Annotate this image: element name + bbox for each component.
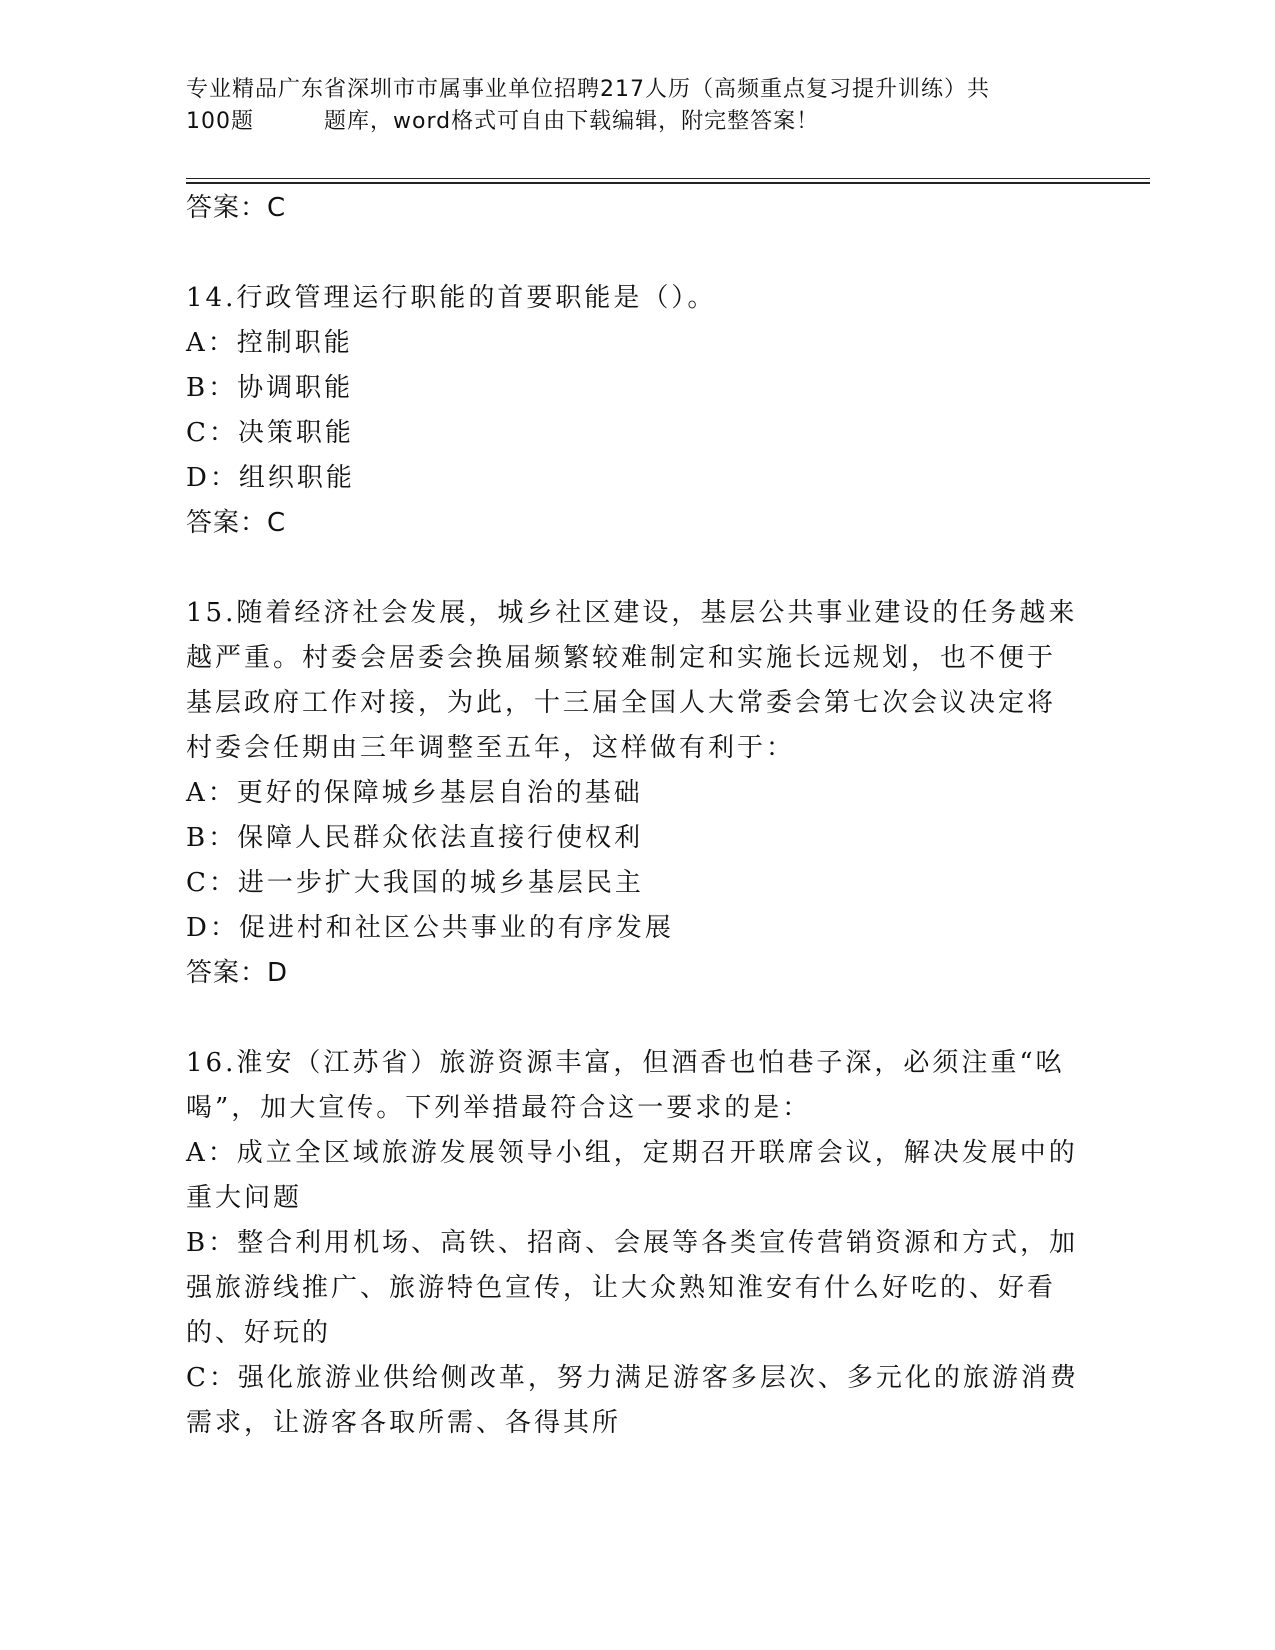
answer-q15: 答案：D xyxy=(186,958,289,988)
page-header xyxy=(186,74,1086,138)
question-14-option-b: B：协调职能 xyxy=(186,373,354,403)
spacer xyxy=(186,546,1086,591)
header-question-count: 100题 xyxy=(186,109,254,134)
spacer xyxy=(186,231,1086,276)
question-15-option-c: C：进一步扩大我国的城乡基层民主 xyxy=(186,868,644,898)
question-16-option-b-line-3: 的、好玩的 xyxy=(186,1318,332,1348)
question-14-option-d: D：组织职能 xyxy=(186,463,355,493)
question-14-stem: 14.行政管理运行职能的首要职能是（）。 xyxy=(186,283,717,313)
question-16-option-b-line-2: 强旅游线推广、旅游特色宣传，让大众熟知淮安有什么好吃的、好看 xyxy=(186,1273,1057,1303)
document-body xyxy=(186,186,1086,1446)
question-15-stem-line-4: 村委会任期由三年调整至五年，这样做有利于： xyxy=(186,733,796,763)
question-16-stem-line-2: 喝”，加大宣传。下列举措最符合这一要求的是： xyxy=(186,1093,812,1123)
header-divider-thin xyxy=(186,178,1150,179)
header-divider-thick xyxy=(186,182,1150,184)
question-15-stem-line-3: 基层政府工作对接，为此，十三届全国人大常委会第七次会议决定将 xyxy=(186,688,1057,718)
answer-q14: 答案：C xyxy=(186,508,287,538)
question-15-option-d: D：促进村和社区公共事业的有序发展 xyxy=(186,913,674,943)
header-title-line-1: 专业精品广东省深圳市市属事业单位招聘217人历（高频重点复习提升训练）共 xyxy=(186,77,990,102)
answer-q13: 答案：C xyxy=(186,193,287,223)
question-16-stem-line-1: 16.淮安（江苏省）旅游资源丰富，但酒香也怕巷子深，必须注重“吆 xyxy=(186,1048,1065,1078)
question-15-option-a: A：更好的保障城乡基层自治的基础 xyxy=(186,778,643,808)
question-16-option-a-line-1: A：成立全区域旅游发展领导小组，定期召开联席会议，解决发展中的 xyxy=(186,1138,1078,1168)
question-15-stem-line-1: 15.随着经济社会发展，城乡社区建设，基层公共事业建设的任务越来 xyxy=(186,598,1078,628)
question-14 xyxy=(186,276,1086,546)
question-15 xyxy=(186,591,1086,996)
question-16-option-c-line-2: 需求，让游客各取所需、各得其所 xyxy=(186,1408,622,1438)
spacer xyxy=(186,996,1086,1041)
question-15-option-b: B：保障人民群众依法直接行使权利 xyxy=(186,823,644,853)
header-description: 题库，word格式可自由下载编辑，附完整答案！ xyxy=(324,109,820,134)
question-14-option-c: C：决策职能 xyxy=(186,418,354,448)
question-14-option-a: A：控制职能 xyxy=(186,328,353,358)
question-16-option-b-line-1: B：整合利用机场、高铁、招商、会展等各类宣传营销资源和方式，加 xyxy=(186,1228,1079,1258)
question-16-option-c-line-1: C：强化旅游业供给侧改革，努力满足游客多层次、多元化的旅游消费 xyxy=(186,1363,1079,1393)
header-title-line-2 xyxy=(186,106,1086,138)
question-16-option-a-line-2: 重大问题 xyxy=(186,1183,303,1213)
question-16 xyxy=(186,1041,1086,1446)
question-15-stem-line-2: 越严重。村委会居委会换届频繁较难制定和实施长远规划，也不便于 xyxy=(186,643,1057,673)
